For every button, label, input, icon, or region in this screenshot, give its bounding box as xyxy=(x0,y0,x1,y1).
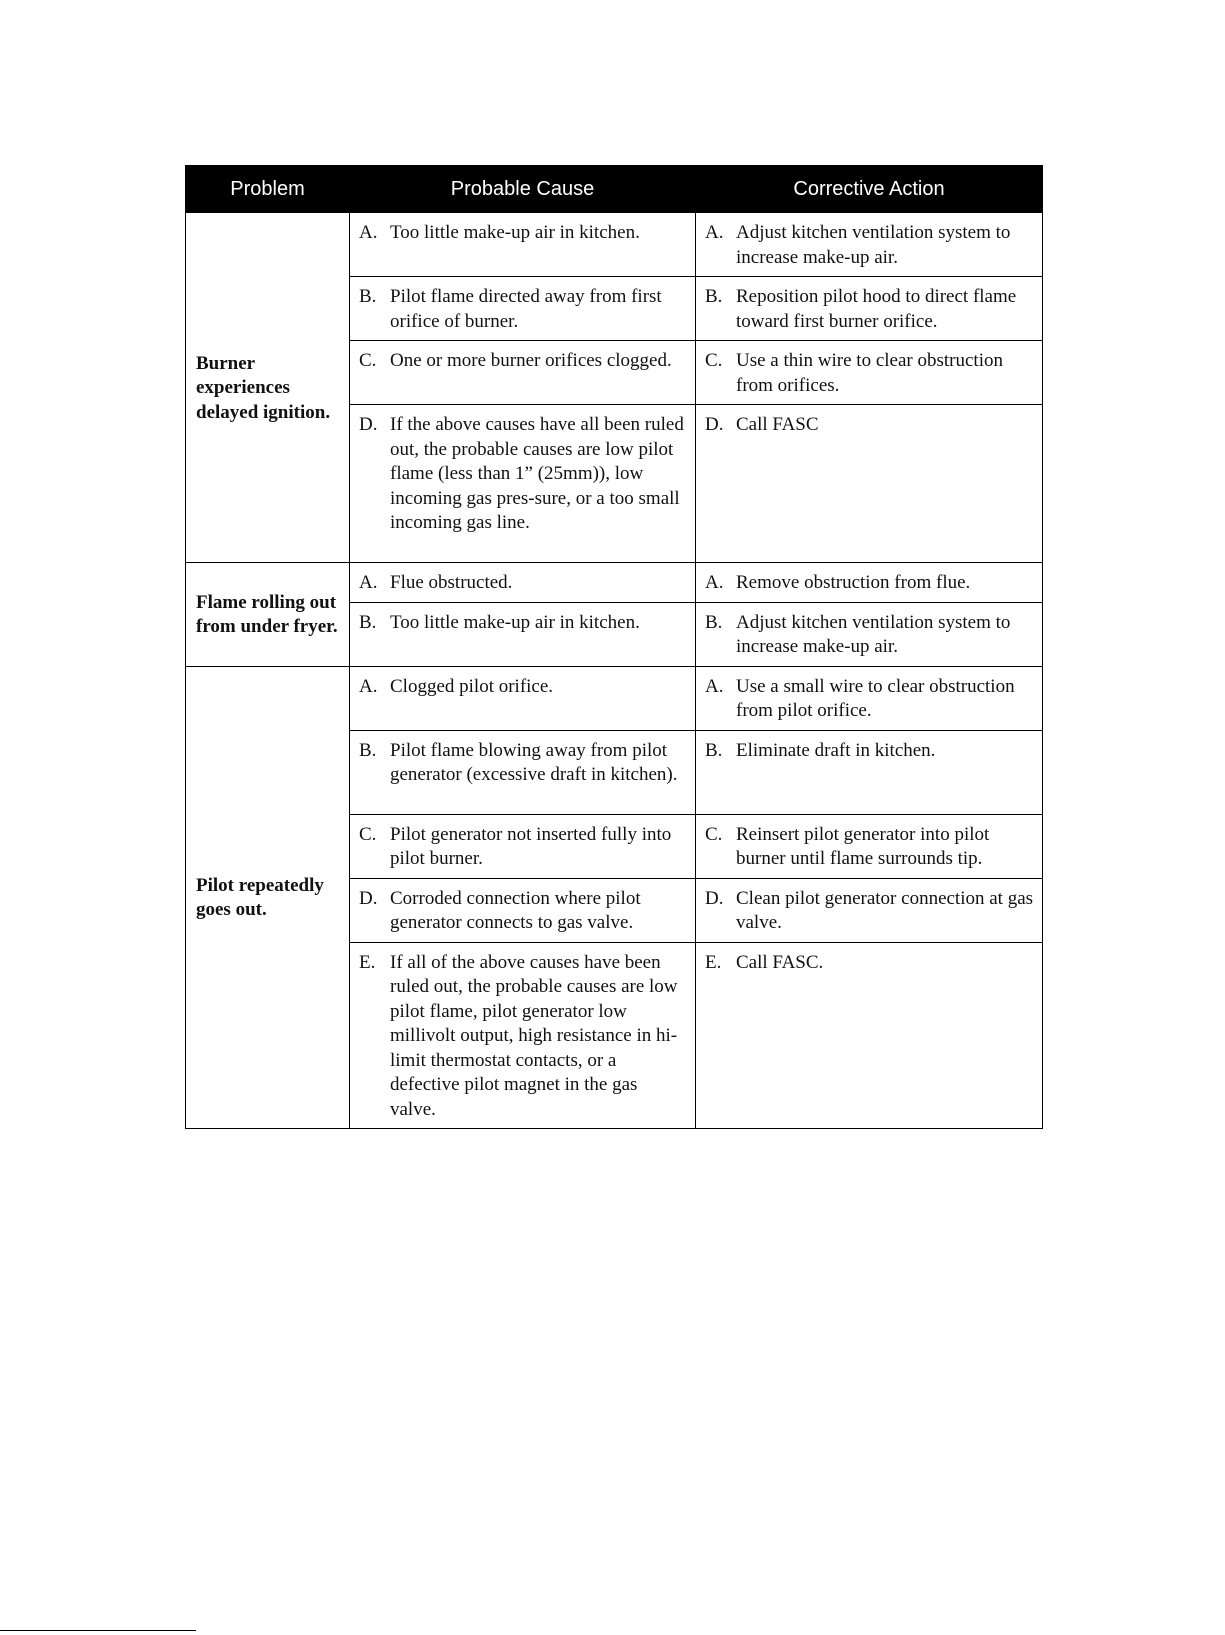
cause-text: Too little make-up air in kitchen. xyxy=(390,611,640,633)
action-letter: B. xyxy=(705,286,723,307)
troubleshooting-table xyxy=(185,165,1043,1129)
action-letter: C. xyxy=(705,823,723,845)
cause-text: One or more burner orifices clogged. xyxy=(390,350,672,371)
action-text: Use a small wire to clear obstruction from pilot orifice. xyxy=(736,675,1015,721)
cause-cell xyxy=(350,602,696,666)
action-text: Call FASC. xyxy=(736,951,824,973)
action-text: Clean pilot generator connection at gas valve. xyxy=(736,887,1034,933)
cause-letter: C. xyxy=(359,823,377,845)
cause-text: Flue obstructed. xyxy=(390,572,513,593)
action-letter: A. xyxy=(705,675,724,697)
cause-letter: B. xyxy=(359,611,377,633)
cause-text: If the above causes have all been ruled out, the probable causes are low pilot flame (less than 1” (25mm)), low incoming gas pres-sure, or a too small incoming gas line. xyxy=(390,414,684,533)
action-letter: D. xyxy=(705,414,724,435)
action-cell xyxy=(696,213,1043,277)
header-problem: Problem xyxy=(186,166,350,213)
problem-cell: Burner experiences delayed ignition. xyxy=(186,213,350,563)
table-row xyxy=(186,213,1043,277)
cause-cell xyxy=(350,563,696,603)
cause-cell xyxy=(350,878,696,942)
table-row xyxy=(186,563,1043,603)
cause-text: Corroded connection where pilot generator connects to gas valve. xyxy=(390,887,641,933)
cause-letter: C. xyxy=(359,350,377,371)
action-cell xyxy=(696,602,1043,666)
action-cell xyxy=(696,878,1043,942)
action-letter: D. xyxy=(705,887,724,909)
action-text: Eliminate draft in kitchen. xyxy=(736,739,936,761)
action-letter: E. xyxy=(705,951,722,973)
action-cell xyxy=(696,277,1043,341)
action-letter: B. xyxy=(705,611,723,633)
header-row xyxy=(186,166,1043,213)
cause-letter: A. xyxy=(359,675,378,697)
action-text: Call FASC xyxy=(736,414,819,435)
action-cell xyxy=(696,730,1043,814)
action-text: Reposition pilot hood to direct flame toward first burner orifice. xyxy=(736,286,1017,332)
cause-cell xyxy=(350,730,696,814)
action-cell xyxy=(696,814,1043,878)
cause-cell xyxy=(350,942,696,1129)
action-cell xyxy=(696,341,1043,405)
cause-cell xyxy=(350,213,696,277)
cause-text: If all of the above causes have been ruled out, the probable causes are low pilot flame, pilot generator low millivolt output, high resistance in hi-limit thermostat contacts, or a defective pilot magnet in the gas valve. xyxy=(390,951,678,1120)
cause-letter: E. xyxy=(359,951,376,973)
cause-cell xyxy=(350,405,696,563)
header-corrective-action: Corrective Action xyxy=(696,166,1043,213)
footnote-rule xyxy=(0,1630,196,1631)
cause-letter: B. xyxy=(359,286,377,307)
cause-letter: D. xyxy=(359,887,378,909)
action-text: Adjust kitchen ventilation system to increase make-up air. xyxy=(736,222,1011,268)
cause-letter: B. xyxy=(359,739,377,761)
cause-cell xyxy=(350,666,696,730)
action-cell xyxy=(696,942,1043,1129)
action-cell xyxy=(696,666,1043,730)
action-letter: A. xyxy=(705,572,724,593)
cause-text: Pilot flame directed away from first orifice of burner. xyxy=(390,286,662,332)
cause-letter: D. xyxy=(359,414,378,435)
action-text: Remove obstruction from flue. xyxy=(736,572,971,593)
problem-cell: Pilot repeatedly goes out. xyxy=(186,666,350,1129)
cause-cell xyxy=(350,277,696,341)
cause-cell xyxy=(350,814,696,878)
cause-letter: A. xyxy=(359,222,378,243)
action-text: Reinsert pilot generator into pilot burner until flame surrounds tip. xyxy=(736,823,990,869)
action-text: Adjust kitchen ventilation system to increase make-up air. xyxy=(736,611,1011,657)
header-probable-cause: Probable Cause xyxy=(350,166,696,213)
problem-cell: Flame rolling out from under fryer. xyxy=(186,563,350,667)
table-row xyxy=(186,666,1043,730)
action-cell xyxy=(696,405,1043,563)
cause-text: Pilot flame blowing away from pilot generator (excessive draft in kitchen). xyxy=(390,739,678,785)
action-letter: B. xyxy=(705,739,723,761)
cause-text: Clogged pilot orifice. xyxy=(390,675,554,697)
cause-cell xyxy=(350,341,696,405)
cause-letter: A. xyxy=(359,572,378,593)
action-cell xyxy=(696,563,1043,603)
action-letter: A. xyxy=(705,222,724,243)
action-text: Use a thin wire to clear obstruction from orifices. xyxy=(736,350,1003,396)
action-letter: C. xyxy=(705,350,723,371)
cause-text: Too little make-up air in kitchen. xyxy=(390,222,640,243)
cause-text: Pilot generator not inserted fully into pilot burner. xyxy=(390,823,672,869)
